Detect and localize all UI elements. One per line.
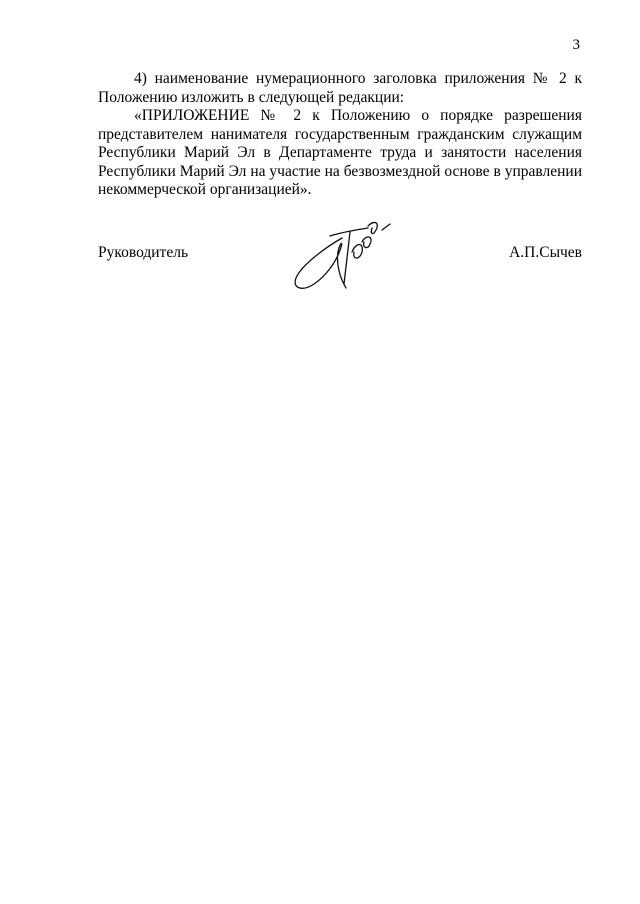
signatory-role: Руководитель bbox=[98, 244, 189, 261]
document-body bbox=[98, 70, 582, 200]
page-number: 3 bbox=[572, 37, 580, 53]
handwritten-signature bbox=[290, 212, 400, 296]
amendment-paragraph: 4) наименование нумерационного заголовка приложения № 2 к Положению изложить в следующей редакции: bbox=[98, 70, 582, 106]
appendix-title-paragraph: «ПРИЛОЖЕНИЕ № 2 к Положению о порядке разрешения представителем нанимателя государственным гражданским служащим Республики Марий Эл в Департаменте труда и занятости населения Республики Марий Эл на участие на безвозмездной основе в управлении некоммерческой организацией». bbox=[98, 107, 582, 198]
signatory-name: А.П.Сычев bbox=[509, 244, 582, 261]
